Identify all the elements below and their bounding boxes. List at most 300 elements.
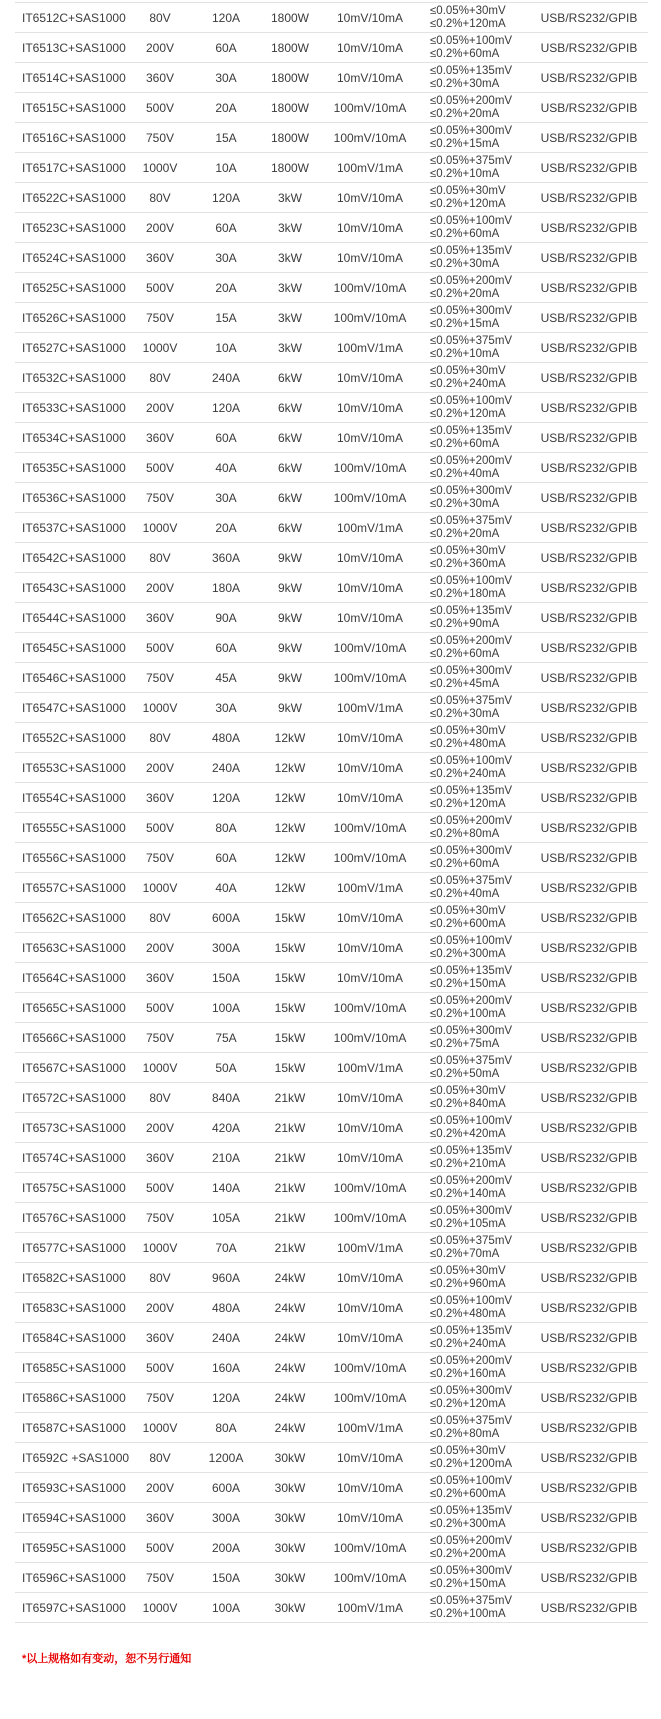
voltage-accuracy: ≤0.05%+300mV — [430, 484, 513, 497]
interface-cell: USB/RS232/GPIB — [540, 190, 638, 205]
model-cell: IT6522C+SAS1000 — [22, 190, 126, 205]
power-cell: 1800W — [270, 160, 310, 175]
interface-cell: USB/RS232/GPIB — [540, 880, 638, 895]
accuracy-cell — [422, 125, 530, 151]
voltage-accuracy: ≤0.05%+375mV — [430, 1054, 513, 1067]
power-cell: 9kW — [278, 670, 302, 685]
voltage-accuracy: ≤0.05%+300mV — [430, 844, 513, 857]
model-cell: IT6524C+SAS1000 — [22, 250, 126, 265]
voltage-cell: 200V — [145, 760, 175, 775]
voltage-accuracy: ≤0.05%+375mV — [430, 514, 513, 527]
power-cell: 9kW — [278, 700, 302, 715]
current-cell: 60A — [215, 220, 237, 235]
current-accuracy: ≤0.2%+15mA — [430, 137, 500, 150]
voltage-cell: 80V — [149, 1090, 171, 1105]
interface-cell: USB/RS232/GPIB — [540, 850, 638, 865]
accuracy-cell — [422, 1145, 530, 1171]
resolution-cell: 10mV/10mA — [336, 1510, 404, 1525]
power-cell: 3kW — [278, 280, 302, 295]
current-accuracy: ≤0.2%+240mA — [430, 1337, 506, 1350]
interface-cell: USB/RS232/GPIB — [540, 760, 638, 775]
interface-cell: USB/RS232/GPIB — [540, 610, 638, 625]
accuracy-cell — [422, 665, 530, 691]
model-cell: IT6527C+SAS1000 — [22, 340, 126, 355]
interface-cell: USB/RS232/GPIB — [540, 70, 638, 85]
current-accuracy: ≤0.2%+960mA — [430, 1277, 506, 1290]
table-row — [15, 1503, 648, 1533]
voltage-cell: 750V — [145, 1390, 175, 1405]
current-cell: 150A — [211, 1570, 241, 1585]
interface-cell: USB/RS232/GPIB — [540, 370, 638, 385]
accuracy-cell — [422, 815, 530, 841]
current-cell: 45A — [215, 670, 237, 685]
model-cell: IT6515C+SAS1000 — [22, 100, 126, 115]
table-row — [15, 333, 648, 363]
power-cell: 6kW — [278, 430, 302, 445]
voltage-cell: 360V — [145, 70, 175, 85]
current-accuracy: ≤0.2%+60mA — [430, 227, 500, 240]
interface-cell: USB/RS232/GPIB — [540, 1480, 638, 1495]
model-cell: IT6542C+SAS1000 — [22, 550, 126, 565]
voltage-cell: 750V — [145, 670, 175, 685]
current-accuracy: ≤0.2%+70mA — [430, 1247, 500, 1260]
current-accuracy: ≤0.2%+100mA — [430, 1007, 506, 1020]
current-accuracy: ≤0.2%+30mA — [430, 77, 500, 90]
current-cell: 840A — [211, 1090, 241, 1105]
current-accuracy: ≤0.2%+150mA — [430, 1577, 506, 1590]
accuracy-cell — [422, 65, 530, 91]
current-cell: 40A — [215, 880, 237, 895]
interface-cell: USB/RS232/GPIB — [540, 1120, 638, 1135]
resolution-cell: 10mV/10mA — [336, 430, 404, 445]
model-cell: IT6544C+SAS1000 — [22, 610, 126, 625]
table-row — [15, 273, 648, 303]
resolution-cell: 10mV/10mA — [336, 10, 404, 25]
accuracy-cell — [422, 725, 530, 751]
voltage-cell: 500V — [145, 1180, 175, 1195]
current-cell: 20A — [215, 100, 237, 115]
voltage-accuracy: ≤0.05%+300mV — [430, 304, 513, 317]
power-cell: 12kW — [274, 790, 306, 805]
table-row — [15, 93, 648, 123]
resolution-cell: 100mV/1mA — [336, 160, 404, 175]
current-accuracy: ≤0.2%+200mA — [430, 1547, 506, 1560]
table-row — [15, 573, 648, 603]
current-accuracy: ≤0.2%+240mA — [430, 767, 506, 780]
interface-cell: USB/RS232/GPIB — [540, 490, 638, 505]
resolution-cell: 10mV/10mA — [336, 1150, 404, 1165]
table-row — [15, 363, 648, 393]
voltage-cell: 360V — [145, 610, 175, 625]
interface-cell: USB/RS232/GPIB — [540, 550, 638, 565]
interface-cell: USB/RS232/GPIB — [540, 820, 638, 835]
table-row — [15, 1053, 648, 1083]
accuracy-cell — [422, 605, 530, 631]
power-cell: 21kW — [274, 1240, 306, 1255]
current-cell: 100A — [211, 1000, 241, 1015]
resolution-cell: 10mV/10mA — [336, 190, 404, 205]
voltage-cell: 80V — [149, 190, 171, 205]
interface-cell: USB/RS232/GPIB — [540, 1390, 638, 1405]
power-cell: 3kW — [278, 190, 302, 205]
voltage-accuracy: ≤0.05%+300mV — [430, 1024, 513, 1037]
current-cell: 1200A — [208, 1450, 244, 1465]
power-cell: 6kW — [278, 520, 302, 535]
power-cell: 30kW — [274, 1480, 306, 1495]
interface-cell: USB/RS232/GPIB — [540, 940, 638, 955]
power-cell: 30kW — [274, 1450, 306, 1465]
interface-cell: USB/RS232/GPIB — [540, 910, 638, 925]
spec-change-note: *以上规格如有变动，恕不另行通知 — [22, 1653, 192, 1665]
resolution-cell: 10mV/10mA — [336, 970, 404, 985]
voltage-cell: 750V — [145, 130, 175, 145]
interface-cell: USB/RS232/GPIB — [540, 700, 638, 715]
power-cell: 9kW — [278, 580, 302, 595]
voltage-accuracy: ≤0.05%+375mV — [430, 874, 513, 887]
resolution-cell: 10mV/10mA — [336, 1270, 404, 1285]
current-cell: 30A — [215, 490, 237, 505]
power-cell: 30kW — [274, 1570, 306, 1585]
voltage-accuracy: ≤0.05%+30mV — [430, 904, 506, 917]
power-cell: 6kW — [278, 370, 302, 385]
resolution-cell: 10mV/10mA — [336, 1120, 404, 1135]
current-cell: 80A — [215, 1420, 237, 1435]
model-cell: IT6592C +SAS1000 — [22, 1450, 130, 1465]
current-cell: 210A — [211, 1150, 241, 1165]
model-cell: IT6564C+SAS1000 — [22, 970, 126, 985]
resolution-cell: 100mV/1mA — [336, 1420, 404, 1435]
voltage-accuracy: ≤0.05%+30mV — [430, 184, 506, 197]
interface-cell: USB/RS232/GPIB — [540, 160, 638, 175]
interface-cell: USB/RS232/GPIB — [540, 1330, 638, 1345]
current-cell: 60A — [215, 430, 237, 445]
model-cell: IT6593C+SAS1000 — [22, 1480, 126, 1495]
accuracy-cell — [422, 965, 530, 991]
resolution-cell: 10mV/10mA — [336, 610, 404, 625]
voltage-accuracy: ≤0.05%+30mV — [430, 4, 506, 17]
resolution-cell: 100mV/1mA — [336, 1240, 404, 1255]
current-cell: 10A — [215, 160, 237, 175]
voltage-accuracy: ≤0.05%+30mV — [430, 1444, 506, 1457]
resolution-cell: 100mV/10mA — [333, 460, 407, 475]
accuracy-cell — [422, 1175, 530, 1201]
accuracy-cell — [422, 905, 530, 931]
voltage-accuracy: ≤0.05%+135mV — [430, 604, 513, 617]
interface-cell: USB/RS232/GPIB — [540, 1000, 638, 1015]
table-row — [15, 63, 648, 93]
accuracy-cell — [422, 305, 530, 331]
accuracy-cell — [422, 515, 530, 541]
voltage-accuracy: ≤0.05%+200mV — [430, 814, 513, 827]
interface-cell: USB/RS232/GPIB — [540, 460, 638, 475]
table-row — [15, 183, 648, 213]
accuracy-cell — [422, 785, 530, 811]
power-cell: 30kW — [274, 1600, 306, 1615]
table-row — [15, 543, 648, 573]
current-cell: 15A — [215, 310, 237, 325]
resolution-cell: 10mV/10mA — [336, 910, 404, 925]
voltage-cell: 750V — [145, 1210, 175, 1225]
current-accuracy: ≤0.2%+420mA — [430, 1127, 506, 1140]
accuracy-cell — [422, 1115, 530, 1141]
model-cell: IT6533C+SAS1000 — [22, 400, 126, 415]
voltage-accuracy: ≤0.05%+200mV — [430, 274, 513, 287]
spec-table — [15, 2, 648, 1623]
power-cell: 24kW — [274, 1420, 306, 1435]
model-cell: IT6594C+SAS1000 — [22, 1510, 126, 1525]
accuracy-cell — [422, 1415, 530, 1441]
voltage-accuracy: ≤0.05%+30mV — [430, 1264, 506, 1277]
accuracy-cell — [422, 365, 530, 391]
interface-cell: USB/RS232/GPIB — [540, 430, 638, 445]
voltage-cell: 360V — [145, 430, 175, 445]
current-cell: 160A — [211, 1360, 241, 1375]
current-accuracy: ≤0.2%+180mA — [430, 587, 506, 600]
power-cell: 12kW — [274, 850, 306, 865]
power-cell: 24kW — [274, 1270, 306, 1285]
current-cell: 20A — [215, 280, 237, 295]
power-cell: 24kW — [274, 1300, 306, 1315]
table-row — [15, 1383, 648, 1413]
model-cell: IT6582C+SAS1000 — [22, 1270, 126, 1285]
current-cell: 360A — [211, 550, 241, 565]
voltage-accuracy: ≤0.05%+375mV — [430, 694, 513, 707]
model-cell: IT6512C+SAS1000 — [22, 10, 126, 25]
power-cell: 21kW — [274, 1120, 306, 1135]
voltage-accuracy: ≤0.05%+300mV — [430, 1204, 513, 1217]
voltage-accuracy: ≤0.05%+100mV — [430, 934, 513, 947]
current-cell: 15A — [215, 130, 237, 145]
power-cell: 12kW — [274, 760, 306, 775]
model-cell: IT6572C+SAS1000 — [22, 1090, 126, 1105]
interface-cell: USB/RS232/GPIB — [540, 1600, 638, 1615]
power-cell: 15kW — [274, 1030, 306, 1045]
power-cell: 9kW — [278, 550, 302, 565]
current-cell: 480A — [211, 1300, 241, 1315]
resolution-cell: 10mV/10mA — [336, 1330, 404, 1345]
current-accuracy: ≤0.2%+1200mA — [430, 1457, 513, 1470]
current-accuracy: ≤0.2%+60mA — [430, 47, 500, 60]
model-cell: IT6583C+SAS1000 — [22, 1300, 126, 1315]
voltage-cell: 200V — [145, 40, 175, 55]
model-cell: IT6577C+SAS1000 — [22, 1240, 126, 1255]
voltage-accuracy: ≤0.05%+375mV — [430, 1414, 513, 1427]
voltage-accuracy: ≤0.05%+135mV — [430, 784, 513, 797]
current-cell: 60A — [215, 40, 237, 55]
voltage-cell: 1000V — [142, 1420, 178, 1435]
current-cell: 150A — [211, 970, 241, 985]
model-cell: IT6563C+SAS1000 — [22, 940, 126, 955]
resolution-cell: 100mV/1mA — [336, 1600, 404, 1615]
table-row — [15, 1113, 648, 1143]
interface-cell: USB/RS232/GPIB — [540, 580, 638, 595]
interface-cell: USB/RS232/GPIB — [540, 1210, 638, 1225]
model-cell: IT6545C+SAS1000 — [22, 640, 126, 655]
voltage-cell: 750V — [145, 850, 175, 865]
current-cell: 50A — [215, 1060, 237, 1075]
power-cell: 6kW — [278, 400, 302, 415]
voltage-cell: 1000V — [142, 1240, 178, 1255]
resolution-cell: 10mV/10mA — [336, 1090, 404, 1105]
accuracy-cell — [422, 1325, 530, 1351]
resolution-cell: 100mV/1mA — [336, 1060, 404, 1075]
voltage-cell: 200V — [145, 1120, 175, 1135]
table-row — [15, 873, 648, 903]
current-cell: 120A — [211, 1390, 241, 1405]
table-row — [15, 1473, 648, 1503]
power-cell: 30kW — [274, 1510, 306, 1525]
model-cell: IT6516C+SAS1000 — [22, 130, 126, 145]
resolution-cell: 10mV/10mA — [336, 580, 404, 595]
table-row — [15, 213, 648, 243]
current-accuracy: ≤0.2%+80mA — [430, 827, 500, 840]
table-row — [15, 993, 648, 1023]
accuracy-cell — [422, 545, 530, 571]
table-row — [15, 603, 648, 633]
resolution-cell: 100mV/10mA — [333, 310, 407, 325]
voltage-accuracy: ≤0.05%+375mV — [430, 334, 513, 347]
current-accuracy: ≤0.2%+60mA — [430, 857, 500, 870]
voltage-cell: 80V — [149, 1270, 171, 1285]
table-row — [15, 1293, 648, 1323]
voltage-accuracy: ≤0.05%+100mV — [430, 1474, 513, 1487]
model-cell: IT6535C+SAS1000 — [22, 460, 126, 475]
voltage-cell: 1000V — [142, 340, 178, 355]
power-cell: 15kW — [274, 910, 306, 925]
accuracy-cell — [422, 95, 530, 121]
table-row — [15, 3, 648, 33]
resolution-cell: 100mV/10mA — [333, 1030, 407, 1045]
voltage-cell: 500V — [145, 280, 175, 295]
model-cell: IT6576C+SAS1000 — [22, 1210, 126, 1225]
voltage-cell: 500V — [145, 460, 175, 475]
current-accuracy: ≤0.2%+600mA — [430, 917, 506, 930]
model-cell: IT6562C+SAS1000 — [22, 910, 126, 925]
interface-cell: USB/RS232/GPIB — [540, 520, 638, 535]
power-cell: 9kW — [278, 610, 302, 625]
resolution-cell: 10mV/10mA — [336, 940, 404, 955]
voltage-accuracy: ≤0.05%+135mV — [430, 244, 513, 257]
current-accuracy: ≤0.2%+120mA — [430, 407, 506, 420]
current-cell: 30A — [215, 700, 237, 715]
current-accuracy: ≤0.2%+10mA — [430, 167, 500, 180]
power-cell: 15kW — [274, 940, 306, 955]
current-cell: 20A — [215, 520, 237, 535]
current-cell: 100A — [211, 1600, 241, 1615]
model-cell: IT6547C+SAS1000 — [22, 700, 126, 715]
current-cell: 240A — [211, 760, 241, 775]
voltage-cell: 360V — [145, 1150, 175, 1165]
resolution-cell: 100mV/10mA — [333, 1000, 407, 1015]
interface-cell: USB/RS232/GPIB — [540, 1240, 638, 1255]
interface-cell: USB/RS232/GPIB — [540, 670, 638, 685]
current-cell: 120A — [211, 190, 241, 205]
current-accuracy: ≤0.2%+90mA — [430, 617, 500, 630]
voltage-accuracy: ≤0.05%+30mV — [430, 724, 506, 737]
current-cell: 300A — [211, 1510, 241, 1525]
interface-cell: USB/RS232/GPIB — [540, 1570, 638, 1585]
table-row — [15, 813, 648, 843]
model-cell: IT6523C+SAS1000 — [22, 220, 126, 235]
voltage-cell: 500V — [145, 1540, 175, 1555]
current-cell: 60A — [215, 640, 237, 655]
voltage-cell: 1000V — [142, 160, 178, 175]
accuracy-cell — [422, 935, 530, 961]
accuracy-cell — [422, 635, 530, 661]
resolution-cell: 10mV/10mA — [336, 790, 404, 805]
model-cell: IT6595C+SAS1000 — [22, 1540, 126, 1555]
voltage-accuracy: ≤0.05%+30mV — [430, 544, 506, 557]
accuracy-cell — [422, 395, 530, 421]
resolution-cell: 100mV/10mA — [333, 130, 407, 145]
voltage-cell: 360V — [145, 250, 175, 265]
interface-cell: USB/RS232/GPIB — [540, 250, 638, 265]
table-row — [15, 1353, 648, 1383]
resolution-cell: 10mV/10mA — [336, 1450, 404, 1465]
table-row — [15, 933, 648, 963]
interface-cell: USB/RS232/GPIB — [540, 1150, 638, 1165]
model-cell: IT6585C+SAS1000 — [22, 1360, 126, 1375]
current-cell: 600A — [211, 910, 241, 925]
resolution-cell: 100mV/10mA — [333, 820, 407, 835]
interface-cell: USB/RS232/GPIB — [540, 340, 638, 355]
current-accuracy: ≤0.2%+360mA — [430, 557, 506, 570]
current-cell: 60A — [215, 850, 237, 865]
interface-cell: USB/RS232/GPIB — [540, 100, 638, 115]
voltage-cell: 200V — [145, 1300, 175, 1315]
resolution-cell: 100mV/10mA — [333, 670, 407, 685]
voltage-cell: 80V — [149, 910, 171, 925]
table-row — [15, 1173, 648, 1203]
resolution-cell: 100mV/10mA — [333, 1540, 407, 1555]
current-accuracy: ≤0.2%+75mA — [430, 1037, 500, 1050]
current-accuracy: ≤0.2%+20mA — [430, 527, 500, 540]
resolution-cell: 10mV/10mA — [336, 550, 404, 565]
table-row — [15, 1203, 648, 1233]
power-cell: 6kW — [278, 460, 302, 475]
voltage-cell: 200V — [145, 400, 175, 415]
accuracy-cell — [422, 1565, 530, 1591]
current-accuracy: ≤0.2%+50mA — [430, 1067, 500, 1080]
resolution-cell: 100mV/10mA — [333, 1210, 407, 1225]
accuracy-cell — [422, 185, 530, 211]
current-accuracy: ≤0.2%+210mA — [430, 1157, 506, 1170]
current-cell: 140A — [211, 1180, 241, 1195]
voltage-cell: 1000V — [142, 700, 178, 715]
voltage-accuracy: ≤0.05%+135mV — [430, 1144, 513, 1157]
voltage-cell: 1000V — [142, 1060, 178, 1075]
accuracy-cell — [422, 845, 530, 871]
current-accuracy: ≤0.2%+30mA — [430, 707, 500, 720]
power-cell: 12kW — [274, 880, 306, 895]
current-accuracy: ≤0.2%+30mA — [430, 257, 500, 270]
power-cell: 1800W — [270, 40, 310, 55]
voltage-accuracy: ≤0.05%+135mV — [430, 964, 513, 977]
accuracy-cell — [422, 1265, 530, 1291]
current-accuracy: ≤0.2%+120mA — [430, 797, 506, 810]
table-row — [15, 633, 648, 663]
current-accuracy: ≤0.2%+15mA — [430, 317, 500, 330]
resolution-cell: 100mV/1mA — [336, 520, 404, 535]
voltage-accuracy: ≤0.05%+100mV — [430, 394, 513, 407]
voltage-cell: 1000V — [142, 520, 178, 535]
table-row — [15, 783, 648, 813]
table-row — [15, 903, 648, 933]
resolution-cell: 100mV/10mA — [333, 1360, 407, 1375]
voltage-accuracy: ≤0.05%+100mV — [430, 1114, 513, 1127]
resolution-cell: 100mV/1mA — [336, 700, 404, 715]
table-row — [15, 453, 648, 483]
